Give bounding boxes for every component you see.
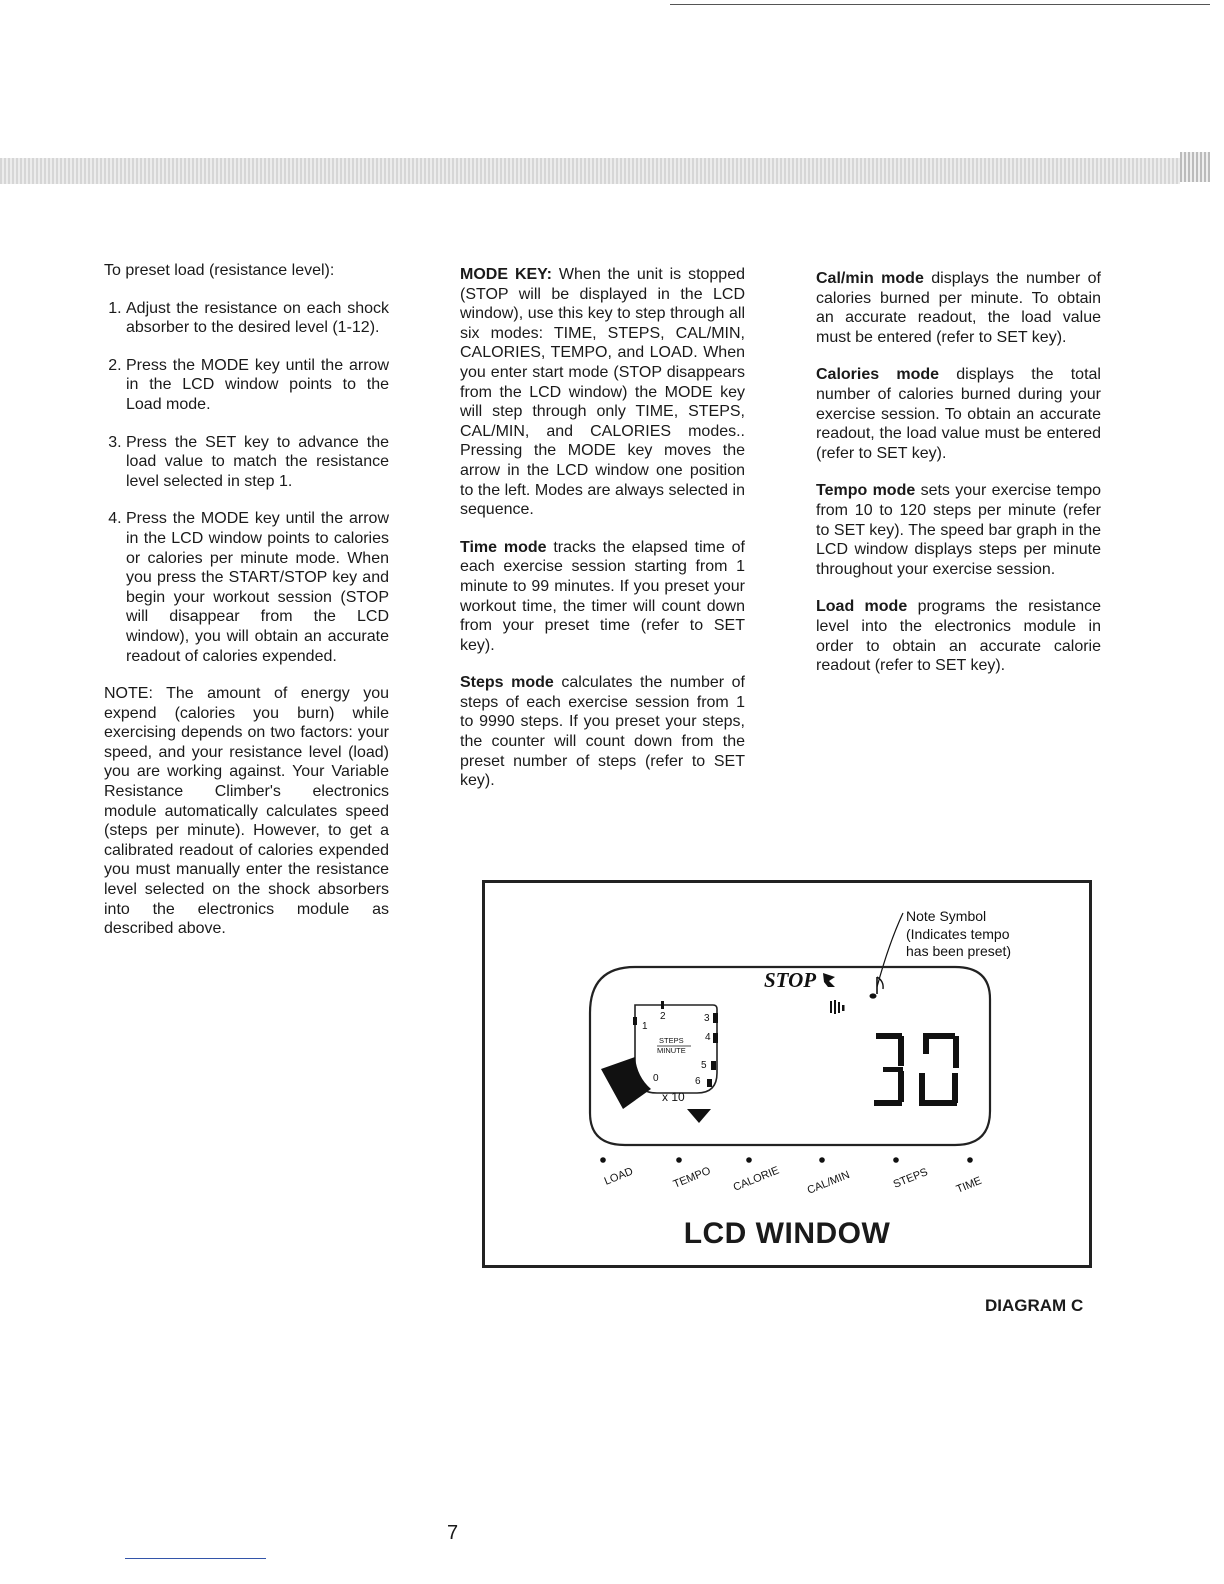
mode-label-calmin: CAL/MIN bbox=[805, 1168, 852, 1197]
callout-leader-line bbox=[877, 913, 903, 987]
mode-label-calorie: CALORIE bbox=[731, 1164, 781, 1194]
column-1 bbox=[104, 261, 389, 957]
page-number: 7 bbox=[447, 1522, 459, 1544]
energy-note: NOTE: The amount of energy you expend (calories you burn) while exercising depends on two factors: your speed, and your resistance level (load) you are working against. Your Variable Resistance Climber's electronics module automatically calculates speed (steps per minute). However, to get a calibrated readout of calories expended you must manually enter the resistance level selected on the shock absorbers into the electronics module as described above. bbox=[104, 685, 389, 938]
gauge-number: 6 bbox=[695, 1076, 701, 1087]
note-symbol-icon bbox=[870, 977, 884, 999]
lcd-window-title: LCD WINDOW bbox=[683, 1217, 891, 1250]
gauge-number: 4 bbox=[705, 1032, 711, 1043]
note-symbol-desc-1: (Indicates tempo bbox=[906, 926, 1010, 942]
top-rule bbox=[670, 4, 1210, 5]
mode-pointer-arrow-icon bbox=[687, 1109, 711, 1123]
lcd-diagram bbox=[482, 880, 1092, 1268]
header-band bbox=[0, 158, 1180, 184]
load-mode-text: programs the resistance level into the electronics module in order to obtain an accurate calorie readout (refer to SET key). bbox=[816, 598, 1101, 675]
mode-label-steps: STEPS bbox=[891, 1166, 930, 1191]
load-mode-paragraph bbox=[816, 597, 1101, 675]
lcd-outline bbox=[590, 967, 990, 1145]
diagram-label: DIAGRAM C bbox=[985, 1296, 1084, 1315]
step-item: 1. Adjust the resistance on each shock absorber to the desired level (1-12). bbox=[126, 299, 389, 338]
time-mode-text: tracks the elapsed time of each exercise session starting from 1 minute to 99 minutes. If you preset your workout time, the timer will count down from your preset time (refer to SET key). bbox=[460, 538, 745, 654]
bottom-rule bbox=[125, 1558, 266, 1559]
gauge-number: 0 bbox=[653, 1073, 659, 1084]
time-mode-paragraph bbox=[460, 538, 745, 656]
lcd-diagram-art bbox=[485, 883, 1089, 1213]
lcd-display-value bbox=[485, 883, 959, 1106]
column-3 bbox=[816, 269, 1101, 694]
calmin-mode-paragraph bbox=[816, 269, 1101, 347]
steps-mode-heading: Steps mode bbox=[460, 674, 554, 692]
mode-key-paragraph bbox=[460, 265, 745, 520]
mode-indicator-dots bbox=[600, 1157, 973, 1163]
mode-dot bbox=[676, 1157, 682, 1163]
mode-label-tempo: TEMPO bbox=[671, 1164, 713, 1191]
load-mode-heading: Load mode bbox=[816, 598, 908, 616]
gauge-number: 2 bbox=[660, 1011, 666, 1022]
gauge-unit-top: STEPS bbox=[659, 1036, 684, 1045]
mode-dot bbox=[600, 1157, 606, 1163]
gauge-number: 5 bbox=[701, 1060, 707, 1071]
mode-label-load: LOAD bbox=[602, 1165, 635, 1188]
note-symbol-label: Note Symbol bbox=[906, 908, 987, 924]
step-item: 2. Press the MODE key until the arrow in the LCD window points to the Load mode. bbox=[126, 356, 389, 415]
mode-key-text: When the unit is stopped (STOP will be displayed in the LCD window), use this key to step through all six modes: TIME, STEPS, CAL/MIN, CALORIES, TEMPO, and LOAD. When you enter start mode (STOP disappears from the LCD window) the MODE key will step through only TIME, STEPS, CAL/MIN, and CALORIES modes.. Pressing the MODE key moves the arrow in the LCD window one position to the left. Modes are always selected in sequence. bbox=[460, 266, 745, 519]
mode-dot bbox=[967, 1157, 973, 1163]
gauge-number: 3 bbox=[704, 1013, 710, 1024]
calmin-mode-text: displays the number of calories burned per minute. To obtain an accurate readout, the load value must be entered (refer to SET key). bbox=[816, 270, 1102, 346]
note-symbol-desc-2: has been preset) bbox=[906, 943, 1012, 959]
tempo-mode-heading: Tempo mode bbox=[816, 482, 916, 500]
stop-indicator: STOP bbox=[764, 968, 817, 992]
tempo-mode-text: sets your exercise tempo from 10 to 120 steps per minute (refer to SET key). The speed bar graph in the LCD window displays steps per minute throughout your exercise session. bbox=[816, 482, 1102, 578]
preset-load-steps bbox=[104, 299, 389, 667]
mode-dot bbox=[746, 1157, 752, 1163]
calories-mode-text: displays the total number of calories burned during your exercise session. To obtain an accurate readout, the load value must be entered (refer to SET key). bbox=[816, 366, 1101, 462]
speed-bars-icon bbox=[830, 1000, 845, 1014]
column-2 bbox=[460, 265, 745, 809]
gauge-number: 1 bbox=[642, 1021, 648, 1032]
calories-mode-heading: Calories mode bbox=[816, 366, 940, 384]
mode-dot bbox=[819, 1157, 825, 1163]
preset-load-intro: To preset load (resistance level): bbox=[104, 262, 335, 279]
steps-mode-text: calculates the number of steps of each exercise session from 1 to 9990 steps. If you preset your steps, the counter will count down from the preset number of steps (refer to SET key). bbox=[460, 674, 745, 790]
tempo-mode-paragraph bbox=[816, 481, 1101, 579]
steps-mode-paragraph bbox=[460, 673, 745, 791]
mode-dot bbox=[893, 1157, 899, 1163]
runner-icon bbox=[823, 973, 835, 987]
calmin-mode-heading: Cal/min mode bbox=[816, 270, 924, 287]
header-band-edge bbox=[1180, 152, 1210, 182]
gauge-unit-bottom: MINUTE bbox=[657, 1046, 686, 1055]
mode-key-heading: MODE KEY: bbox=[460, 266, 552, 283]
mode-label-time: TIME bbox=[954, 1174, 984, 1196]
calories-mode-paragraph bbox=[816, 365, 1101, 463]
time-mode-heading: Time mode bbox=[460, 538, 547, 556]
step-item: 4. Press the MODE key until the arrow in the LCD window points to calories or calories per minute mode. When you press the START/STOP key and begin your workout session (STOP will disappear from the LCD window), you will obtain an accurate readout of calories expended. bbox=[126, 509, 389, 666]
gauge-multiplier: x 10 bbox=[662, 1090, 685, 1104]
step-item: 3. Press the SET key to advance the load value to match the resistance level selected in step 1. bbox=[126, 433, 389, 492]
gauge-sweep-arrow-icon bbox=[601, 1057, 651, 1109]
